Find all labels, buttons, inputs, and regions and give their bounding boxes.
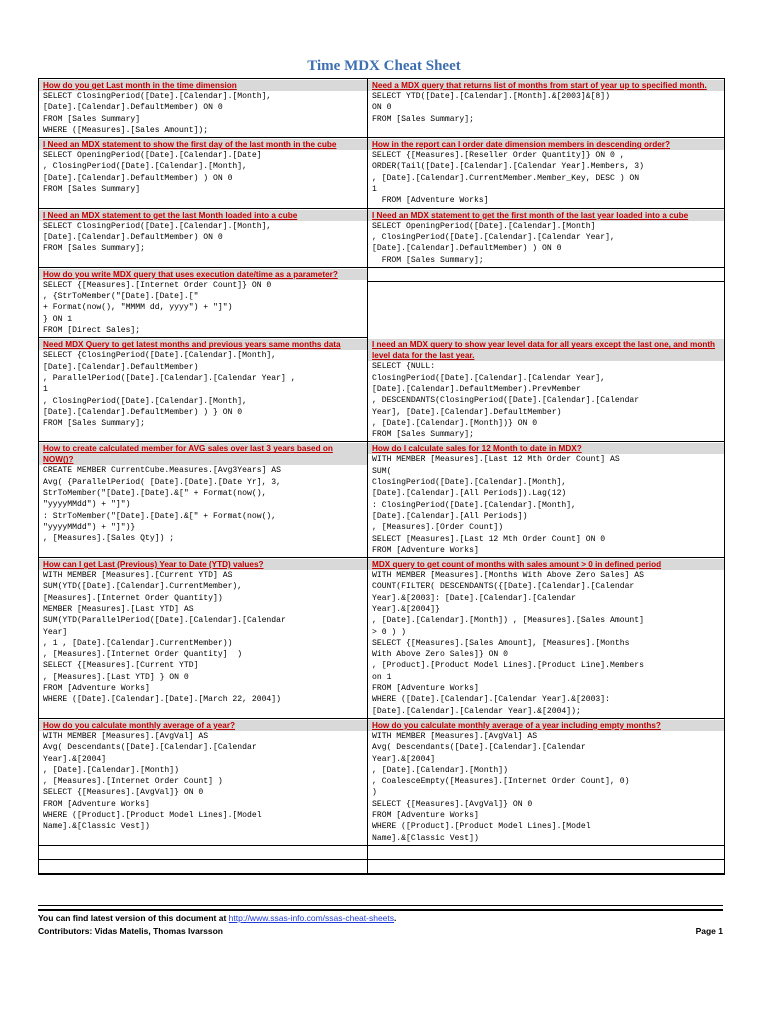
table-cell xyxy=(368,268,724,282)
table-cell xyxy=(39,338,368,442)
mdx-code: WITH MEMBER [Measures].[Current YTD] AS SUM(YTD([Date].[Calendar].CurrentMember), [Measures].[Internet Order Quantity]) MEMBER [Measures].[Last YTD] AS SUM(YTD(ParallelPeriod([Date].[Calendar].[Calendar Year] , 1 , [Date].[Calendar].CurrentMember)) , [Measures].[Internet Order Quantity] ) SELECT {[Measures].[Current YTD] , [Measures].[Last YTD] } ON 0 FROM [Adventure Works] WHERE ([Date].[Calendar].[Date].[March 22, 2004]) xyxy=(43,571,286,705)
mdx-code: SELECT {[Measures].[Internet Order Count]} ON 0 , {StrToMember("[Date].[Date].[" + Format(now(), "MMMM dd, yyyy") + "]") } ON 1 FROM [Direct Sales]; xyxy=(43,280,272,336)
table-cell xyxy=(368,79,724,138)
table-cell xyxy=(368,442,724,558)
table-cell xyxy=(368,209,724,268)
table-cell xyxy=(368,558,724,719)
footer-line-2 xyxy=(38,926,723,936)
table-cell xyxy=(368,138,724,208)
table-cell xyxy=(39,268,368,338)
page-title: Time MDX Cheat Sheet xyxy=(307,58,461,74)
mdx-code: WITH MEMBER [Measures].[Last 12 Mth Order Count] AS SUM( ClosingPeriod([Date].[Calendar].[Month], [Date].[Calendar].[All Periods]).Lag(12) : ClosingPeriod([Date].[Calendar].[Month], [Date].[Calendar].[All Periods]) , [Measures].[Order Count]) SELECT [Measures].[Last 12 Mth Order Count] ON 0 FROM [Adventure Works] xyxy=(372,455,620,555)
mdx-code: SELECT {[Measures].[Reseller Order Quantity]} ON 0 , ORDER(Tail([Date].[Calendar].[Calendar Year].Members, 3) , [Date].[Calendar].CurrentMember.Member_Key, DESC ) ON 1 FROM [Adventure Works] xyxy=(372,151,644,206)
question-heading: How do you write MDX query that uses execution date/time as a parameter? xyxy=(39,269,367,280)
table-cell xyxy=(39,442,368,558)
question-heading: How do I calculate sales for 12 Month to date in MDX? xyxy=(368,443,724,454)
question-heading: I Need an MDX statement to show the first day of the last month in the cube xyxy=(39,139,367,150)
mdx-code: WITH MEMBER [Measures].[AvgVal] AS Avg( Descendants([Date].[Calendar].[Calendar Year].&[2004] , [Date].[Calendar].[Month]) , CoalesceEmpty([Measures].[Internet Order Count], 0) ) SELECT {[Measures].[AvgVal]} ON 0 FROM [Adventure Works] WHERE ([Product].[Product Model Lines].[Model Name].&[Classic Vest]) xyxy=(372,731,630,843)
footer-suffix: . xyxy=(394,913,397,923)
footer-line-1 xyxy=(38,913,723,923)
question-heading: MDX query to get count of months with sales amount > 0 in defined period xyxy=(368,559,724,570)
mdx-code: SELECT ClosingPeriod([Date].[Calendar].[Month], [Date].[Calendar].DefaultMember) ON 0 FROM [Sales Summary] WHERE ([Measures].[Sales Amount]); xyxy=(43,92,272,135)
table-cell xyxy=(39,209,368,268)
table-cell xyxy=(39,79,368,138)
table-cell xyxy=(39,558,368,719)
mdx-code: SELECT OpeningPeriod([Date].[Calendar].[Date] , ClosingPeriod([Date].[Calendar].[Month], [Date].[Calendar].DefaultMember) ) ON 0 FROM [Sales Summary] xyxy=(43,151,262,195)
footer-divider xyxy=(38,905,723,906)
question-heading: Need MDX Query to get latest months and previous years same months data xyxy=(39,339,367,350)
mdx-code: SELECT ClosingPeriod([Date].[Calendar].[Month], [Date].[Calendar].DefaultMember) ON 0 FROM [Sales Summary]; xyxy=(43,221,272,254)
question-heading: How to create calculated member for AVG sales over last 3 years based on NOW()? xyxy=(39,443,367,465)
table-cell xyxy=(39,138,368,208)
question-heading: How can I get Last (Previous) Year to Date (YTD) values? xyxy=(39,559,367,570)
question-heading: I need an MDX query to show year level data for all years except the last one, and month level data for the last year. xyxy=(368,339,724,361)
question-heading: Need a MDX query that returns list of months from start of year up to specified month. xyxy=(368,80,724,91)
mdx-code: SELECT {NULL: ClosingPeriod([Date].[Calendar].[Calendar Year], [Date].[Calendar].DefaultMember).PrevMember , DESCENDANTS(ClosingPeriod([Date].[Calendar].[Calendar Year], [Date].[Calendar].DefaultMember) , [Date].[Calendar].[Month])} ON 0 FROM [Sales Summary]; xyxy=(372,362,640,440)
mdx-code: SELECT OpeningPeriod([Date].[Calendar].[Month] , ClosingPeriod([Date].[Calendar].[Calendar Year], [Date].[Calendar].DefaultMember) ) ON 0 FROM [Sales Summary]; xyxy=(372,221,615,265)
mdx-code: SELECT YTD([Date].[Calendar].[Month].&[2003]&[8]) ON 0 FROM [Sales Summary]; xyxy=(372,92,610,124)
table-cell xyxy=(368,719,724,846)
table-cell xyxy=(39,846,368,860)
question-heading: How do you calculate monthly average of a year including empty months? xyxy=(368,720,724,731)
page-number: Page 1 xyxy=(695,926,723,936)
table-cell xyxy=(368,338,724,442)
mdx-code: WITH MEMBER [Measures].[Months With Above Zero Sales] AS COUNT(FILTER( DESCENDANTS({[Date].[Calendar].[Calendar Year].&[2003]: [Date].[Calendar].[Calendar Year].&[2004]} , [Date].[Calendar].[Month]) , [Measures].[Sales Amount] > 0 ) ) SELECT {[Measures].[Sales Amount], [Measures].[Months With Above Zero Sales]} ON 0 , [Product].[Product Model Lines].[Product Line].Members on 1 FROM [Adventure Works] WHERE ([Date].[Calendar].[Calendar Year].&[2003]: [Date].[Calendar].[Calendar Year].&[2004]); xyxy=(372,571,644,716)
table-cell xyxy=(39,719,368,846)
table-cell xyxy=(368,846,724,860)
footer-link[interactable]: http://www.ssas-info.com/ssas-cheat-sheets xyxy=(228,913,395,923)
question-heading: How do you get Last month in the time dimension xyxy=(39,80,367,91)
footer-divider-thick xyxy=(38,909,723,911)
mdx-code: CREATE MEMBER CurrentCube.Measures.[Avg3Years] AS Avg( {ParallelPeriod( [Date].[Date].[Date Yr], 3, StrToMember("[Date].[Date].&[" + Format(now(), "yyyyMMdd") + "]") : StrToMember("[Date].[Date].&[" + Format(now(), "yyyyMMdd") + "]")} , [Measures].[Sales Qty]) ; xyxy=(43,466,281,544)
cheat-sheet-table xyxy=(38,78,725,875)
table-cell xyxy=(39,860,368,874)
question-heading: I Need an MDX statement to get the last Month loaded into a cube xyxy=(39,210,367,221)
table-cell xyxy=(368,860,724,874)
question-heading: How do you calculate monthly average of a year? xyxy=(39,720,367,731)
mdx-code: SELECT {ClosingPeriod([Date].[Calendar].[Month], [Date].[Calendar].DefaultMember) , ParallelPeriod([Date].[Calendar].[Calendar Year] , 1 , ClosingPeriod([Date].[Calendar].[Month], [Date].[Calendar].DefaultMember) ) } ON 0 FROM [Sales Summary]; xyxy=(43,351,296,429)
question-heading: How in the report can I order date dimension members in descending order? xyxy=(368,139,724,150)
question-heading: I Need an MDX statement to get the first month of the last year loaded into a cube xyxy=(368,210,724,221)
contributors: Contributors: Vidas Matelis, Thomas Ivarsson xyxy=(38,926,223,936)
footer-prefix: You can find latest version of this document at xyxy=(38,913,227,923)
mdx-code: WITH MEMBER [Measures].[AvgVal] AS Avg( Descendants([Date].[Calendar].[Calendar Year].&[2004] , [Date].[Calendar].[Month]) , [Measures].[Internet Order Count] ) SELECT {[Measures].[AvgVal]} ON 0 FROM [Adventure Works] WHERE ([Product].[Product Model Lines].[Model Name].&[Classic Vest]) xyxy=(43,731,262,832)
